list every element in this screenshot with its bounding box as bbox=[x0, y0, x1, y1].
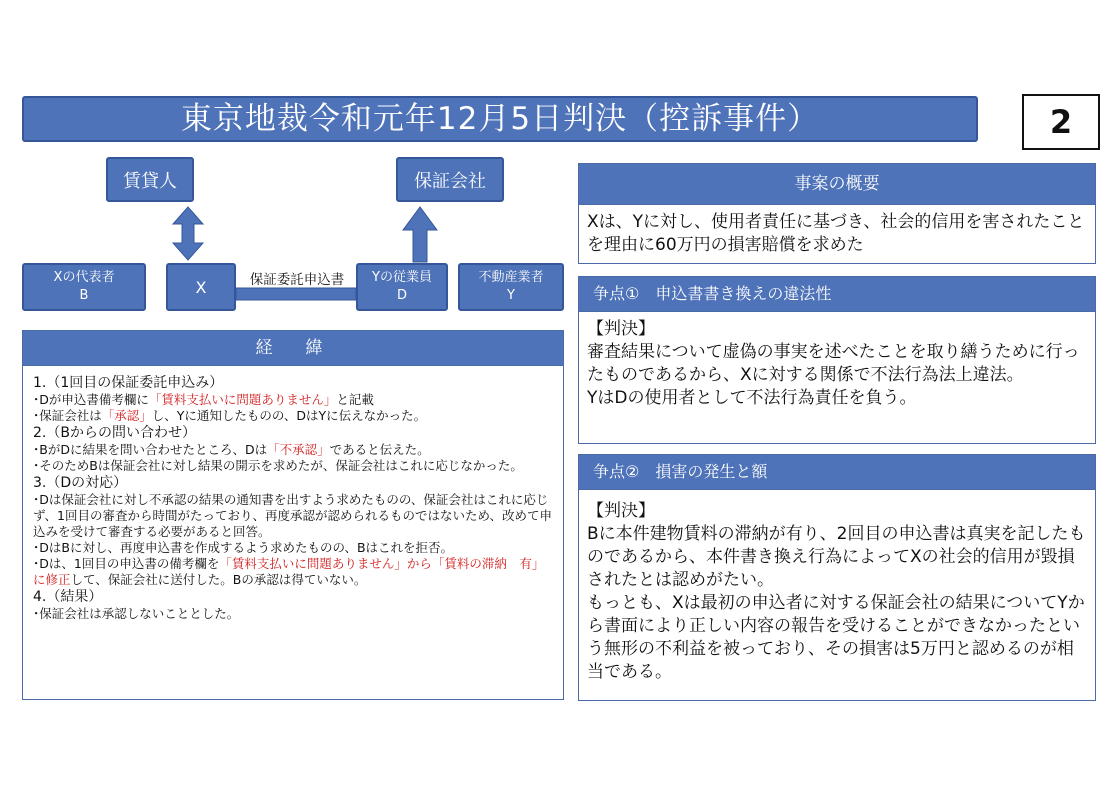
y-employee-role: Yの従業員 bbox=[372, 270, 432, 285]
history-section-2-title: 2.（Bからの問い合わせ） bbox=[33, 425, 196, 441]
y-employee-box bbox=[356, 263, 448, 311]
history-panel bbox=[22, 330, 564, 700]
issue2-body bbox=[579, 490, 1095, 690]
issue1-heading: 争点① 申込書書き換えの違法性 bbox=[579, 277, 1095, 312]
history-line: ･そのためBは保証会社に対し結果の開示を求めたが、保証会社はこれに応じなかった。 bbox=[33, 458, 523, 473]
overview-heading: 事案の概要 bbox=[579, 164, 1095, 205]
history-line: ･BがDに結果を問い合わせたところ、Dは「不承認」であると伝えた。 bbox=[33, 442, 430, 457]
issue1-judgment-text: 審査結果について虚偽の事実を述べたことを取り繕うために行ったものであるから、Xに対する関係で不法行為法上違法。 bbox=[587, 342, 1080, 385]
history-section-3-title: 3.（Dの対応） bbox=[33, 475, 128, 491]
application-label: 保証委託申込書 bbox=[249, 272, 345, 288]
x-representative-name: B bbox=[79, 288, 89, 303]
issue2-judgment-text-2: もっとも、Xは最初の申込者に対する保証会社の結果についてYから書面により正しい内容の報告を受けることができなかったという無形の不利益を被っており、その損害は5万円と認めるのが相当である。 bbox=[587, 593, 1085, 682]
page-title: 東京地裁令和元年12月5日判決（控訴事件） bbox=[22, 96, 978, 142]
up-arrow-icon bbox=[403, 207, 437, 262]
x-label: X bbox=[195, 277, 207, 297]
issue1-body bbox=[579, 312, 1095, 416]
x-representative-box bbox=[22, 263, 146, 311]
issue1-panel bbox=[578, 276, 1096, 444]
history-heading: 経 緯 bbox=[23, 331, 563, 366]
realtor-box bbox=[458, 263, 564, 311]
overview-body: Xは、Yに対し、使用者責任に基づき、社会的信用を害されたことを理由に60万円の損害賠償を求めた bbox=[587, 212, 1085, 255]
issue2-judgment-label: 【判決】 bbox=[587, 501, 655, 521]
issue1-judgment-text-2: YはDの使用者として不法行為責任を負う。 bbox=[587, 388, 917, 408]
history-section-4-title: 4.（結果） bbox=[33, 589, 103, 605]
history-line: ･DはBに対し、再度申込書を作成するよう求めたものの、Bはこれを拒否。 bbox=[33, 540, 454, 555]
history-line: ･Dは保証会社に対し不承認の結果の通知書を出すよう求めたものの、保証会社はこれに応じず、1回目の審査から時間がたっており、再度承認が認められるものではないため、改めて申込みを受けて審査する必要があると回答。 bbox=[33, 492, 552, 539]
issue1-judgment-label: 【判決】 bbox=[587, 319, 655, 339]
y-employee-name: D bbox=[396, 288, 407, 303]
realtor-role: 不動産業者 bbox=[478, 270, 544, 285]
history-line: ･Dが申込書備考欄に「賃料支払いに問題ありません」と記載 bbox=[33, 392, 374, 407]
x-representative-role: Xの代表者 bbox=[53, 270, 115, 285]
overview-panel bbox=[578, 163, 1096, 264]
lessor-label: 賃貸人 bbox=[123, 170, 177, 192]
history-line: ･保証会社は「承認」し、Yに通知したものの、DはYに伝えなかった。 bbox=[33, 408, 427, 423]
issue2-heading: 争点② 損害の発生と額 bbox=[579, 455, 1095, 490]
history-line: ･Dは、1回目の申込書の備考欄を「賃料支払いに問題ありません」から「賃料の滞納 有」に修正して、保証会社に送付した。Bの承認は得ていない。 bbox=[33, 556, 545, 587]
guarantor-company-label: 保証会社 bbox=[414, 170, 486, 192]
issue2-panel bbox=[578, 454, 1096, 701]
double-arrow-icon bbox=[173, 207, 203, 260]
x-box bbox=[166, 263, 236, 311]
application-connector bbox=[236, 288, 356, 300]
history-body bbox=[23, 366, 563, 630]
history-line: ･保証会社は承認しないこととした。 bbox=[33, 606, 240, 621]
page-number: 2 bbox=[1022, 94, 1100, 150]
history-section-1-title: 1.（1回目の保証委託申込み） bbox=[33, 375, 224, 391]
issue2-judgment-text: Bに本件建物賃料の滞納が有り、2回目の申込書は真実を記したものであるから、本件書き換え行為によってXの社会的信用が毀損されたとは認めがたい。 bbox=[587, 524, 1086, 590]
realtor-name: Y bbox=[507, 288, 515, 303]
